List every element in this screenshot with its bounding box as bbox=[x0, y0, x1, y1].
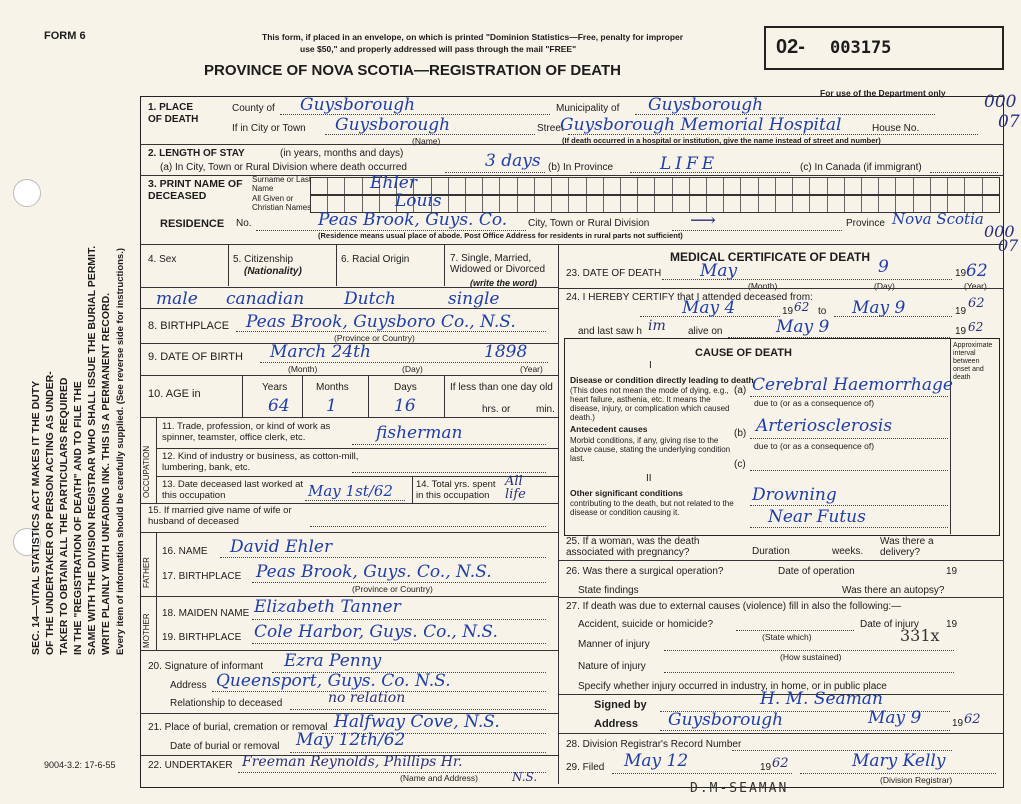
q14-label: 14. Total yrs. spent in this occupation bbox=[416, 479, 496, 501]
cause-b-value: Arteriosclerosis bbox=[756, 416, 893, 436]
registration-number-box bbox=[764, 26, 1004, 70]
birthplace-value: Peas Brook, Guysboro Co., N.S. bbox=[246, 312, 516, 332]
alive-year-prefix: 19 bbox=[955, 326, 967, 337]
mail-notice-2: use $50," and properly addressed will pass through the mail "FREE" bbox=[300, 44, 577, 54]
nature-injury-label: Nature of injury bbox=[578, 661, 646, 672]
q17-label: 17. BIRTHPLACE bbox=[162, 571, 242, 582]
signer-year: 62 bbox=[964, 712, 981, 727]
county-value: Guysborough bbox=[300, 95, 416, 115]
medical-title: MEDICAL CERTIFICATE OF DEATH bbox=[670, 250, 870, 264]
how-sustained-label: (How sustained) bbox=[780, 652, 842, 662]
other-conditions-value-1: Drowning bbox=[752, 485, 837, 505]
side-text-3: TAKER TO OBTAIN ALL THE PARTICULARS REQUIRED bbox=[58, 377, 70, 655]
racial-origin-value: Dutch bbox=[344, 289, 396, 309]
q24-year-1: 62 bbox=[794, 300, 810, 314]
margin-code-2b: 07 bbox=[998, 236, 1019, 255]
margin-code-1: 000 bbox=[984, 92, 1017, 112]
given-names-label: All Given or Christian Names bbox=[252, 194, 312, 212]
roman-two: II bbox=[646, 473, 652, 484]
punch-hole-top bbox=[13, 179, 41, 207]
relationship-value: no relation bbox=[328, 690, 406, 706]
stay-province-value: LIFE bbox=[660, 154, 719, 174]
dob-year: 1898 bbox=[484, 342, 528, 362]
q23-day-label: (Day) bbox=[874, 281, 895, 291]
date-operation-label: Date of operation bbox=[778, 566, 855, 577]
margin-code-1b: 07 bbox=[998, 112, 1020, 132]
residence-city-label: City, Town or Rural Division bbox=[528, 218, 650, 229]
residence-no-label: No. bbox=[236, 218, 252, 229]
weeks-label: weeks. bbox=[832, 546, 864, 557]
q24-year-prefix-1: 19 bbox=[782, 306, 794, 317]
signed-by-value: H. M. Seaman bbox=[760, 689, 883, 709]
name-sublabel: (Name) bbox=[412, 136, 441, 146]
direct-cause-note: (This does not mean the mode of dying, e.g., heart failure, asthenia, etc. It means the disease, injury, or complication which caused death.) bbox=[570, 386, 730, 422]
burial-date-label: Date of burial or removal bbox=[170, 741, 280, 752]
relationship-label: Relationship to deceased bbox=[170, 698, 283, 709]
state-which-label: (State which) bbox=[762, 632, 812, 642]
residence-label: RESIDENCE bbox=[160, 218, 225, 230]
age-years-value: 64 bbox=[268, 396, 290, 416]
marital-label: 7. Single, Married, Widowed or Divorced bbox=[450, 253, 546, 275]
signer-year-prefix: 19 bbox=[952, 718, 964, 729]
cause-b-label: (b) bbox=[734, 428, 747, 439]
q19-label: 19. BIRTHPLACE bbox=[162, 632, 242, 643]
county-label: County of bbox=[232, 103, 275, 114]
q23-year: 62 bbox=[966, 261, 988, 281]
age-months-label: Months bbox=[316, 382, 349, 393]
age-years-label: Years bbox=[262, 382, 288, 393]
reg-prefix: 02- bbox=[776, 36, 805, 58]
q23-month-label: (Month) bbox=[748, 281, 778, 291]
city-town-label: If in City or Town bbox=[232, 123, 306, 134]
age-months-value: 1 bbox=[326, 396, 337, 416]
form-label: FORM 6 bbox=[44, 30, 86, 42]
q22-value-2: N.S. bbox=[512, 770, 538, 784]
q23-month: May bbox=[700, 261, 738, 281]
side-text-1: SEC. 14—VITAL STATISTICS ACT MAKES IT THE DUTY bbox=[30, 380, 42, 655]
city-town-value: Guysborough bbox=[335, 115, 451, 135]
burial-date-value: May 12th/62 bbox=[296, 730, 406, 750]
age-label: 10. AGE in bbox=[148, 388, 201, 400]
stay-canada-label: (c) In Canada (if immigrant) bbox=[800, 162, 922, 173]
age-days-label: Days bbox=[394, 382, 417, 393]
marital-sub: (write the word) bbox=[470, 278, 537, 288]
specify-label: Specify whether injury occurred in industry, in home, or in public place bbox=[578, 681, 887, 692]
stay-city-label: (a) In City, Town or Rural Division where death occurred bbox=[160, 162, 407, 173]
cause-c-label: (c) bbox=[734, 459, 746, 470]
side-text-7: Every item of information should be carefully supplied. (See reverse side for instructions.) bbox=[115, 247, 126, 655]
street-label: Street bbox=[537, 123, 564, 134]
q17-value: Peas Brook, Guys. Co., N.S. bbox=[256, 562, 492, 582]
side-text-6: WRITE PLAINLY WITH UNFADING INK. THIS IS A PERMANENT RECORD. bbox=[100, 292, 112, 655]
interval-label: Approximate interval between onset and death bbox=[953, 342, 993, 381]
filed-year: 62 bbox=[772, 756, 789, 771]
age-days-value: 16 bbox=[394, 396, 416, 416]
alive-on-value: May 9 bbox=[776, 317, 830, 337]
hospital-note: (If death occurred in a hospital or institution, give the name instead of street and number) bbox=[562, 136, 881, 145]
residence-note: (Residence means usual place of abode. Post Office Address for residents in rural parts not sufficient) bbox=[318, 231, 683, 240]
citizenship-value: canadian bbox=[226, 289, 305, 309]
due-to-label-b: due to (or as a consequence of) bbox=[754, 441, 875, 451]
stay-city-value: 3 days bbox=[485, 151, 541, 171]
q26-label: 26. Was there a surgical operation? bbox=[566, 566, 724, 577]
other-conditions-value-2: Near Futus bbox=[768, 507, 866, 527]
accident-label: Accident, suicide or homicide? bbox=[578, 619, 714, 630]
alive-year: 62 bbox=[968, 320, 984, 334]
q13-label: 13. Date deceased last worked at this occupation bbox=[162, 479, 304, 501]
dob-month-label: (Month) bbox=[288, 364, 318, 374]
informant-address-label: Address bbox=[170, 680, 207, 691]
age-min-label: min. bbox=[536, 404, 555, 415]
q17-sub: (Province or Country) bbox=[352, 584, 433, 594]
antecedent-note: Morbid conditions, if any, giving rise to the above cause, stating the underlying condition last. bbox=[570, 436, 731, 463]
length-of-stay-label: 2. LENGTH OF STAY bbox=[148, 148, 245, 159]
marital-value: single bbox=[448, 289, 500, 309]
date-operation-year: 19 bbox=[946, 566, 958, 577]
q24-to-label: to bbox=[818, 306, 827, 317]
page-title: PROVINCE OF NOVA SCOTIA—REGISTRATION OF DEATH bbox=[204, 62, 621, 79]
sex-value: male bbox=[156, 289, 198, 309]
q23-day: 9 bbox=[878, 257, 889, 277]
autopsy-label: Was there an autopsy? bbox=[842, 585, 945, 596]
occupation-side-label: OCCUPATION bbox=[142, 445, 151, 498]
q21-value: Halfway Cove, N.S. bbox=[334, 712, 500, 732]
q13-value: May 1st/62 bbox=[308, 482, 393, 500]
q24-last-saw-label: and last saw h bbox=[578, 326, 642, 337]
state-findings-label: State findings bbox=[578, 585, 639, 596]
q22-label: 22. UNDERTAKER bbox=[148, 760, 233, 771]
roman-one: I bbox=[649, 360, 652, 371]
q18-value: Elizabeth Tanner bbox=[254, 597, 401, 617]
q25-label: 25. If a woman, was the death associated with pregnancy? bbox=[566, 536, 700, 558]
dob-label: 9. DATE OF BIRTH bbox=[148, 351, 243, 363]
street-value: Guysborough Memorial Hospital bbox=[560, 115, 842, 135]
q18-label: 18. MAIDEN NAME bbox=[162, 608, 250, 619]
due-to-label-a: due to (or as a consequence of) bbox=[754, 398, 875, 408]
municipality-value: Guysborough bbox=[648, 95, 764, 115]
age-less-than-day-label: If less than one day old bbox=[450, 382, 553, 393]
signer-address-value: Guysborough bbox=[668, 710, 784, 730]
other-conditions-label: Other significant conditions bbox=[570, 488, 683, 498]
citizenship-label: 5. Citizenship bbox=[233, 254, 294, 265]
q19-value: Cole Harbor, Guys. Co., N.S. bbox=[254, 622, 498, 642]
q29-label: 29. Filed bbox=[566, 762, 605, 773]
mail-notice-1: This form, if placed in an envelope, on which is printed "Dominion Statistics—Free, penalty for improper bbox=[262, 32, 684, 42]
dob-month-day: March 24th bbox=[270, 342, 371, 362]
residence-province-value: Nova Scotia bbox=[892, 210, 984, 228]
q14-value: All life bbox=[505, 474, 526, 502]
direct-cause-label: Disease or condition directly leading to death bbox=[570, 375, 754, 385]
manner-injury-label: Manner of injury bbox=[578, 639, 650, 650]
birthplace-sub: (Province or Country) bbox=[334, 333, 415, 343]
side-text-4: IN THE "REGISTRATION OF DEATH" AND TO FILE THE bbox=[72, 381, 84, 655]
q24-to: May 9 bbox=[852, 298, 906, 318]
q12-label: 12. Kind of industry or business, as cotton-mill, lumbering, bank, etc. bbox=[162, 451, 359, 473]
q24-from: May 4 bbox=[682, 298, 736, 318]
stay-province-label: (b) In Province bbox=[548, 162, 614, 173]
q20-value: Ezra Penny bbox=[284, 651, 382, 671]
side-text-5: SAME WITH THE DIVISION REGISTRAR WHO SHALL ISSUE THE BURIAL PERMIT. bbox=[86, 245, 98, 655]
q24-year-prefix-2: 19 bbox=[955, 306, 967, 317]
cause-a-value: Cerebral Haemorrhage bbox=[752, 375, 953, 395]
given-names-value: Louis bbox=[395, 191, 442, 211]
registrar-signature: Mary Kelly bbox=[852, 751, 946, 771]
q20-label: 20. Signature of informant bbox=[148, 661, 264, 672]
reg-number: 003175 bbox=[830, 38, 892, 58]
q11-value: fisherman bbox=[376, 423, 463, 443]
municipality-label: Municipality of bbox=[556, 103, 620, 114]
cause-a-label: (a) bbox=[734, 385, 747, 396]
q28-label: 28. Division Registrar's Record Number bbox=[566, 739, 742, 750]
dob-day-label: (Day) bbox=[402, 364, 423, 374]
q16-label: 16. NAME bbox=[162, 546, 208, 557]
side-text-2: OF THE UNDERTAKER OR PERSON ACTING AS UNDER- bbox=[44, 371, 56, 655]
father-side-label: FATHER bbox=[142, 557, 151, 588]
length-of-stay-sub: (in years, months and days) bbox=[280, 148, 404, 159]
q27-label: 27. If death was due to external causes (violence) fill in also the following:— bbox=[566, 601, 902, 612]
q22-sub: (Name and Address) bbox=[400, 773, 478, 783]
q15-label: 15. If married give name of wife or husband of deceased bbox=[148, 505, 292, 527]
registrar-label: (Division Registrar) bbox=[880, 775, 953, 785]
alive-on-label: alive on bbox=[688, 326, 723, 337]
surname-value: Ehler bbox=[370, 173, 417, 193]
q11-label: 11. Trade, profession, or kind of work as spinner, teamster, office clerk, etc. bbox=[162, 421, 331, 443]
print-name-label: 3. PRINT NAME OF DECEASED bbox=[148, 178, 243, 202]
age-hrs-label: hrs. or bbox=[482, 404, 511, 415]
signer-address-date: May 9 bbox=[868, 708, 922, 728]
q16-value: David Ehler bbox=[230, 537, 333, 557]
racial-origin-label: 6. Racial Origin bbox=[341, 254, 410, 265]
signer-address-label: Address bbox=[594, 718, 639, 730]
q24-last-saw-value: im bbox=[648, 318, 666, 334]
cause-of-death-title: CAUSE OF DEATH bbox=[695, 347, 792, 359]
margin-code-2: 000 bbox=[984, 222, 1015, 241]
delivery-label: Was there a delivery? bbox=[880, 536, 934, 558]
duration-label: Duration bbox=[752, 546, 790, 557]
q23-label: 23. DATE OF DEATH bbox=[566, 268, 662, 279]
date-injury-year: 19 bbox=[946, 619, 958, 630]
q22-value: Freeman Reynolds, Phillips Hr. bbox=[242, 754, 463, 770]
filed-year-prefix: 19 bbox=[760, 762, 772, 773]
signed-by-label: Signed by bbox=[594, 699, 647, 711]
residence-arrow: ⟶ bbox=[690, 210, 716, 231]
sex-label: 4. Sex bbox=[148, 254, 177, 265]
other-conditions-note: contributing to the death, but not related to the disease or condition causing it. bbox=[570, 499, 734, 517]
q24-label: 24. I HEREBY CERTIFY that I attended deceased from: bbox=[566, 292, 813, 303]
residence-province-label: Province bbox=[846, 218, 885, 229]
q23-year-prefix: 19 bbox=[955, 268, 967, 279]
antecedent-label: Antecedent causes bbox=[570, 424, 648, 434]
mother-side-label: MOTHER bbox=[142, 613, 151, 648]
stamp-code: 331x bbox=[900, 626, 940, 645]
birthplace-label: 8. BIRTHPLACE bbox=[148, 320, 230, 332]
surname-label: Surname or Last Name bbox=[252, 175, 312, 193]
informant-address-value: Queensport, Guys. Co. N.S. bbox=[216, 671, 451, 691]
citizenship-sub: (Nationality) bbox=[244, 266, 302, 277]
bottom-note: D.M-SEAMAN bbox=[690, 781, 789, 796]
dept-use-label: For use of the Department only bbox=[820, 88, 946, 98]
q24-year-2: 62 bbox=[968, 296, 985, 311]
filed-value: May 12 bbox=[624, 751, 689, 771]
house-no-label: House No. bbox=[872, 123, 920, 134]
date-injury-label: Date of injury bbox=[860, 619, 919, 630]
q21-label: 21. Place of burial, cremation or removal bbox=[148, 722, 328, 733]
dob-year-label: (Year) bbox=[520, 364, 543, 374]
place-of-death-label: 1. PLACE OF DEATH bbox=[148, 102, 199, 125]
form-code: 9004-3.2: 17-6-55 bbox=[44, 760, 116, 770]
q23-year-label: (Year) bbox=[964, 281, 987, 291]
residence-value: Peas Brook, Guys. Co. bbox=[318, 210, 508, 230]
